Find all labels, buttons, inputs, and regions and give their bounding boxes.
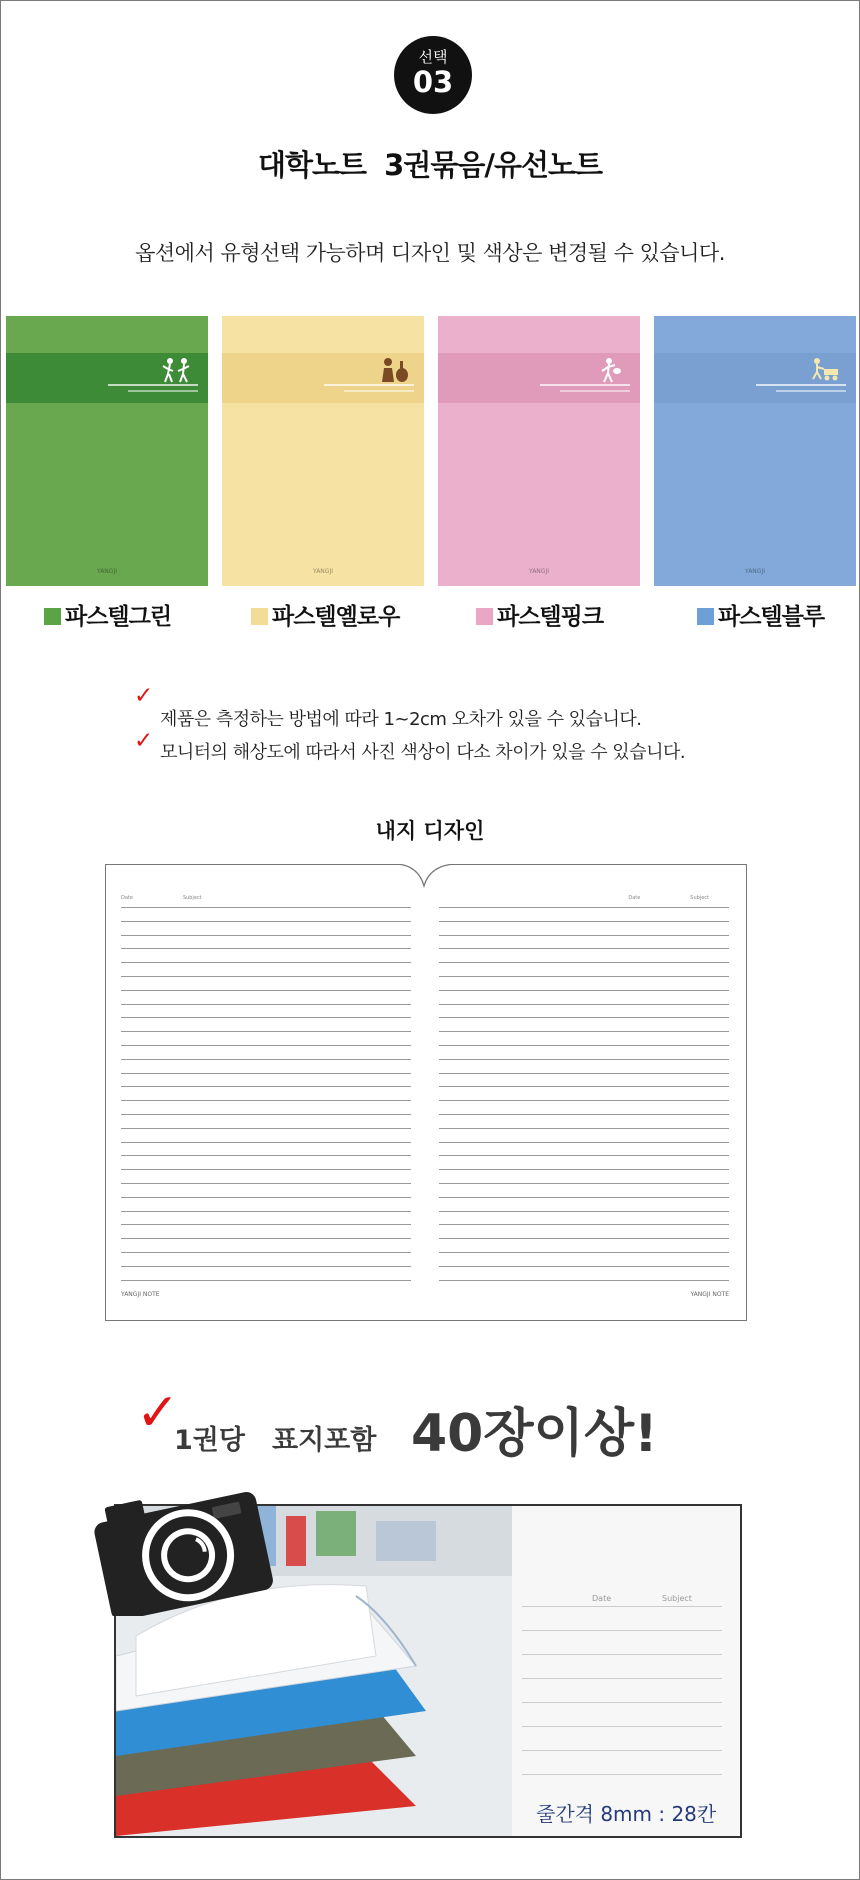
ruled-line <box>522 1606 722 1607</box>
ruled-line <box>439 1004 729 1005</box>
ruled-line <box>121 1100 411 1101</box>
color-option-green <box>44 598 171 631</box>
product-title: 대학노트 3권묶음/유선노트 <box>257 148 603 182</box>
cover-brand-mark: YANGJI <box>529 568 549 575</box>
ruled-line <box>121 1155 411 1156</box>
badge-number: 03 <box>412 65 454 99</box>
ruled-line <box>121 948 411 949</box>
badge-label: 선택 <box>418 48 448 66</box>
ruled-line <box>121 1266 411 1267</box>
checkmark-icon: ✓ <box>134 728 154 754</box>
wagon-kids-icon <box>808 357 842 383</box>
left-page <box>121 895 411 1300</box>
color-label: 파스텔그린 <box>65 604 172 630</box>
cover-green[interactable] <box>6 316 208 586</box>
ruled-line <box>439 1252 729 1253</box>
ruled-line <box>121 1128 411 1129</box>
note-measurement: 제품은 측정하는 방법에 따라 1~2cm 오차가 있을 수 있습니다. <box>160 709 642 730</box>
ruled-line <box>522 1702 722 1703</box>
ruled-line <box>439 907 729 908</box>
ruled-line <box>439 1114 729 1115</box>
ruled-line <box>522 1630 722 1631</box>
ruled-line <box>121 1073 411 1074</box>
ruled-line <box>439 1086 729 1087</box>
ruled-line <box>439 1197 729 1198</box>
ruled-line <box>121 1114 411 1115</box>
color-label: 파스텔블루 <box>718 604 825 630</box>
camera-icon <box>88 1466 278 1616</box>
cover-brand-mark: YANGJI <box>97 568 117 575</box>
color-option-yellow <box>251 598 399 631</box>
cover-pink[interactable] <box>438 316 640 586</box>
date-label: Date <box>121 895 133 901</box>
ruled-line <box>121 1211 411 1212</box>
dancing-kids-icon <box>160 357 194 383</box>
subject-label: Subject <box>690 895 709 901</box>
color-option-blue <box>697 598 824 631</box>
ruled-line <box>439 962 729 963</box>
binding-curve <box>106 864 746 894</box>
checkmark-icon: ✓ <box>136 1383 180 1443</box>
inner-design-title: 내지 디자인 <box>375 819 485 843</box>
ruled-line <box>121 990 411 991</box>
ruled-line <box>439 976 729 977</box>
drummer-icon <box>592 357 626 383</box>
ruled-line <box>522 1774 722 1775</box>
ruled-line <box>121 1017 411 1018</box>
cover-text-line <box>776 390 846 392</box>
color-swatch <box>251 608 268 625</box>
ruled-line <box>439 1169 729 1170</box>
cover-text-line <box>344 390 414 392</box>
line-spacing-label: 줄간격 8mm : 28칸 <box>536 1802 717 1826</box>
subject-label: Subject <box>182 895 202 901</box>
cover-text-line <box>756 384 846 386</box>
cover-text-line <box>560 390 630 392</box>
ruled-line <box>522 1678 722 1679</box>
ruled-line <box>121 1280 411 1281</box>
per-volume-label: 1권당 <box>174 1425 245 1456</box>
note-monitor: 모니터의 해상도에 따라서 사진 색상이 다소 차이가 있을 수 있습니다. <box>160 742 686 763</box>
page-count-headline: 40장이상! <box>411 1404 658 1464</box>
ruled-line <box>439 1155 729 1156</box>
ruled-line <box>439 1017 729 1018</box>
ruled-line <box>121 1238 411 1239</box>
cover-text-line <box>128 390 198 392</box>
ruled-line <box>439 1266 729 1267</box>
cover-yellow[interactable] <box>222 316 424 586</box>
color-swatch <box>44 608 61 625</box>
page-header <box>439 895 729 903</box>
ruled-line <box>439 1045 729 1046</box>
ruled-line <box>439 1224 729 1225</box>
ruled-line <box>121 1252 411 1253</box>
ruled-line <box>439 1142 729 1143</box>
color-swatch <box>697 608 714 625</box>
right-page <box>439 895 729 1300</box>
color-option-pink <box>476 598 603 631</box>
ruled-line <box>439 921 729 922</box>
ruled-line <box>121 1197 411 1198</box>
ruled-line <box>439 1100 729 1101</box>
ruled-line <box>121 907 411 908</box>
option-badge <box>394 36 472 114</box>
cover-brand-mark: YANGJI <box>745 568 765 575</box>
page-footer-brand: YANGJI NOTE <box>121 1291 160 1298</box>
ph-date-label: Date <box>592 1594 612 1603</box>
ruled-line <box>121 1045 411 1046</box>
ruled-line <box>522 1726 722 1727</box>
cover-text-line <box>108 384 198 386</box>
color-label: 파스텔옐로우 <box>272 604 400 630</box>
ruled-line <box>439 1280 729 1281</box>
musician-icon <box>376 357 410 383</box>
ruled-line <box>439 1059 729 1060</box>
ruled-line <box>121 1183 411 1184</box>
color-label: 파스텔핑크 <box>497 604 604 630</box>
ruled-line <box>439 1238 729 1239</box>
including-cover-label: 표지포함 <box>272 1425 377 1456</box>
ruled-line <box>439 1128 729 1129</box>
ruled-line <box>439 1211 729 1212</box>
ruled-line <box>121 962 411 963</box>
ruled-line <box>121 921 411 922</box>
ruled-line <box>439 1031 729 1032</box>
ruled-line <box>121 1169 411 1170</box>
ruled-line <box>121 1086 411 1087</box>
cover-brand-mark: YANGJI <box>313 568 333 575</box>
cover-text-line <box>324 384 414 386</box>
color-swatch <box>476 608 493 625</box>
option-description: 옵션에서 유형선택 가능하며 디자인 및 색상은 변경될 수 있습니다. <box>135 241 725 265</box>
notebook-spread <box>105 864 747 1321</box>
date-label: Date <box>628 895 641 901</box>
ruled-line <box>522 1750 722 1751</box>
ruled-line <box>439 1183 729 1184</box>
ruled-line <box>121 1004 411 1005</box>
checkmark-icon: ✓ <box>134 683 154 709</box>
ruled-line <box>121 935 411 936</box>
ruled-line <box>439 948 729 949</box>
cover-blue[interactable] <box>654 316 856 586</box>
lined-page-closeup <box>512 1506 740 1836</box>
ph-subject-label: Subject <box>662 1594 692 1603</box>
ruled-line <box>121 1142 411 1143</box>
cover-text-line <box>540 384 630 386</box>
ruled-line <box>121 1224 411 1225</box>
ruled-line <box>439 935 729 936</box>
ruled-line <box>121 1031 411 1032</box>
ruled-line <box>439 1073 729 1074</box>
ruled-line <box>439 990 729 991</box>
ruled-line <box>522 1654 722 1655</box>
page-header <box>121 895 411 903</box>
ruled-line <box>121 1059 411 1060</box>
page-footer-brand: YANGJI NOTE <box>690 1291 729 1298</box>
ruled-line <box>121 976 411 977</box>
